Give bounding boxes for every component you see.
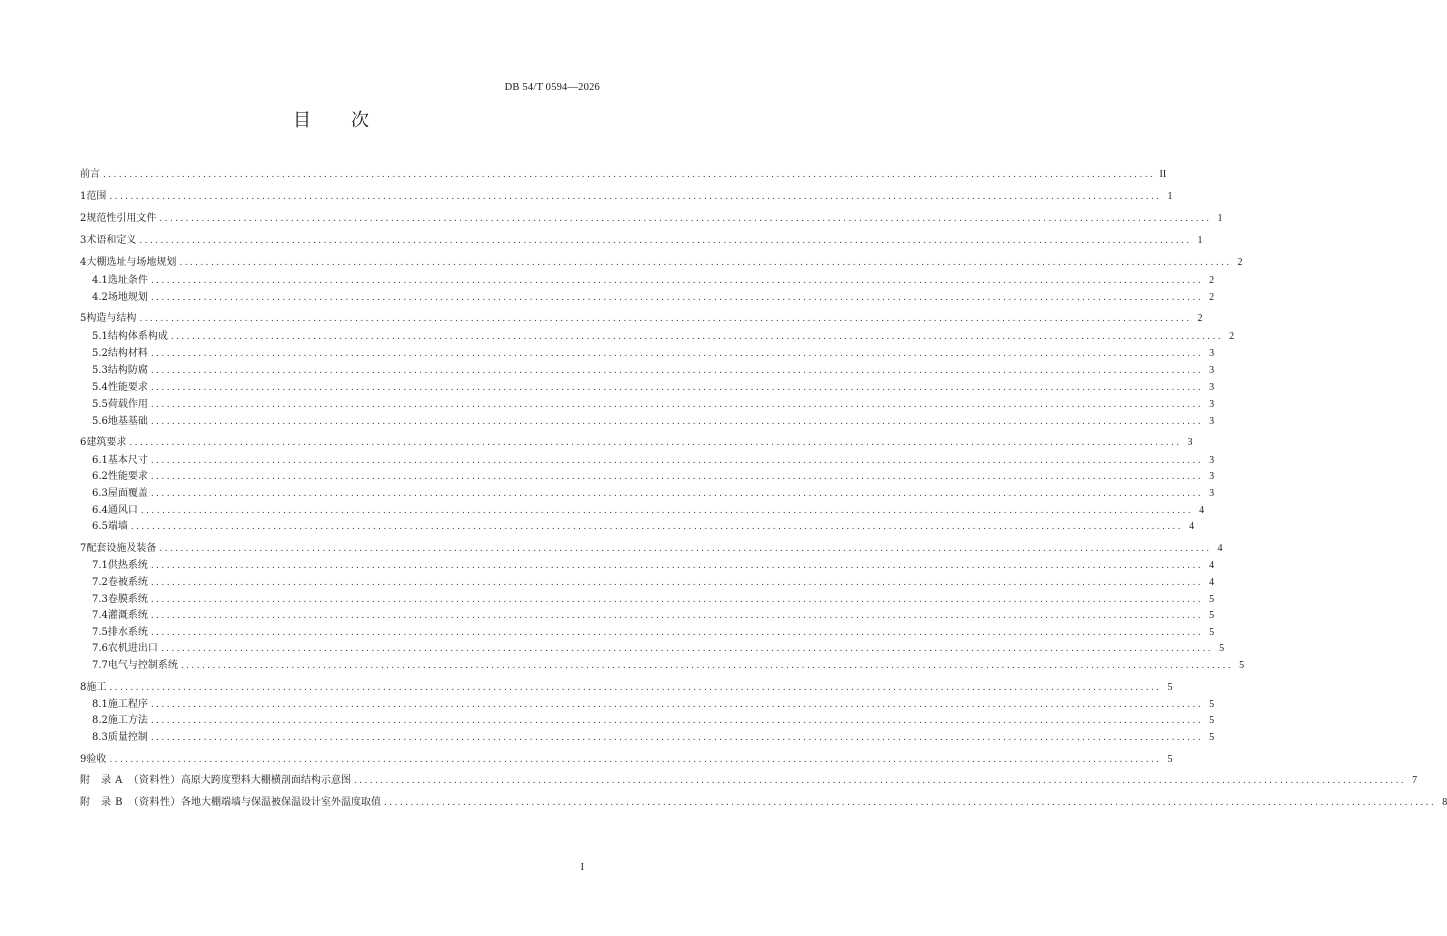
toc-entry-number: 附 录 B （资料性）	[80, 797, 182, 808]
toc-entry[interactable]	[92, 626, 1215, 640]
toc-entry[interactable]	[92, 520, 1195, 534]
toc-entry-number: 5.2	[92, 348, 108, 359]
toc-entry[interactable]	[80, 542, 1223, 556]
toc-leader-dots: ........................................................................................................................................................................................................	[140, 506, 1194, 516]
toc-entry[interactable]	[92, 470, 1215, 484]
toc-entry[interactable]	[92, 698, 1215, 712]
toc-entry[interactable]	[80, 436, 1193, 450]
toc-entry-page: 3	[1209, 365, 1215, 376]
toc-entry-page: 4	[1199, 505, 1205, 516]
toc-entry-number: 8	[80, 682, 87, 693]
toc-entry-number: 8.3	[92, 732, 108, 743]
toc-entry-number: 6.4	[92, 505, 108, 516]
toc-entry-page: 5	[1209, 594, 1215, 605]
toc-entry[interactable]	[92, 364, 1215, 378]
toc-leader-dots: ........................................................................................................................................................................................................	[150, 611, 1204, 621]
toc-entry-page: 8	[1442, 797, 1447, 808]
toc-entry[interactable]	[92, 454, 1215, 468]
toc-entry-page: 5	[1167, 682, 1173, 693]
toc-entry-page: 5	[1167, 754, 1173, 765]
toc-entry[interactable]	[80, 190, 1173, 204]
toc-entry[interactable]	[92, 642, 1225, 656]
toc-leader-dots: ........................................................................................................................................................................................................	[109, 755, 1162, 765]
toc-entry-page: 5	[1209, 610, 1215, 621]
toc-entry-label: 配套设施及装备	[86, 543, 157, 554]
toc-leader-dots: ........................................................................................................................................................................................................	[179, 258, 1232, 268]
toc-entry-label: 卷膜系统	[107, 594, 148, 605]
toc-entry-number: 5.4	[92, 382, 108, 393]
toc-entry-page: 3	[1209, 471, 1215, 482]
toc-entry[interactable]	[92, 274, 1215, 288]
toc-entry[interactable]	[80, 681, 1173, 695]
toc-entry-number: 7.6	[92, 643, 108, 654]
toc-leader-dots: ........................................................................................................................................................................................................	[150, 456, 1204, 466]
toc-entry-number: 3	[80, 235, 87, 246]
toc-entry-number: 4	[80, 257, 87, 268]
toc-entry-page: 5	[1209, 699, 1215, 710]
toc-entry[interactable]	[80, 168, 1167, 182]
toc-entry-label: 构造与结构	[86, 313, 137, 324]
toc-entry-label: 施工	[86, 682, 107, 693]
toc-entry-number: 7.3	[92, 594, 108, 605]
toc-entry[interactable]	[92, 291, 1215, 305]
toc-entry[interactable]	[92, 415, 1215, 429]
toc-entry-label: 术语和定义	[86, 235, 137, 246]
toc-entry[interactable]	[92, 659, 1245, 673]
toc-entry-label: 结构材料	[107, 348, 148, 359]
toc-entry-page: 5	[1209, 715, 1215, 726]
toc-entry-label: 地基基础	[107, 416, 148, 427]
toc-leader-dots: ........................................................................................................................................................................................................	[129, 438, 1182, 448]
toc-entry-number: 5.3	[92, 365, 108, 376]
toc-leader-dots: ........................................................................................................................................................................................................	[139, 236, 1192, 246]
toc-entry-page: 2	[1209, 292, 1215, 303]
toc-leader-dots: ........................................................................................................................................................................................................	[103, 170, 1156, 180]
toc-leader-dots: ........................................................................................................................................................................................................	[159, 214, 1212, 224]
toc-entry-number: 6	[80, 437, 87, 448]
toc-entry-page: 3	[1209, 455, 1215, 466]
toc-entry-number: 2	[80, 213, 87, 224]
toc-entry-page: 3	[1209, 348, 1215, 359]
toc-entry-number: 6.2	[92, 471, 108, 482]
toc-entry-label: 端墙	[107, 521, 128, 532]
toc-entry-page: 2	[1197, 313, 1203, 324]
toc-entry-label: 基本尺寸	[107, 455, 148, 466]
toc-entry-page: 1	[1167, 191, 1173, 202]
toc-leader-dots: ........................................................................................................................................................................................................	[150, 293, 1204, 303]
toc-entry[interactable]	[80, 753, 1173, 767]
toc-entry-page: 5	[1239, 660, 1245, 671]
toc-entry-label: 各地大棚端墙与保温被保温设计室外温度取值	[181, 797, 382, 808]
toc-leader-dots: ........................................................................................................................................................................................................	[150, 561, 1204, 571]
toc-entry[interactable]	[80, 312, 1203, 326]
toc-entry-label: 验收	[86, 754, 107, 765]
toc-leader-dots: ........................................................................................................................................................................................................	[170, 332, 1224, 342]
toc-entry-label: 性能要求	[107, 471, 148, 482]
title-char-2: 次	[351, 110, 369, 131]
toc-leader-dots: ........................................................................................................................................................................................................	[150, 276, 1204, 286]
toc-entry-label: 供热系统	[107, 560, 148, 571]
toc-entry[interactable]	[80, 774, 1418, 788]
toc-entry-label: 大棚选址与场地规划	[86, 257, 177, 268]
toc-leader-dots: ........................................................................................................................................................................................................	[353, 776, 1407, 786]
toc-leader-dots: ........................................................................................................................................................................................................	[150, 472, 1204, 482]
toc-entry[interactable]	[92, 714, 1215, 728]
toc-leader-dots: ........................................................................................................................................................................................................	[150, 628, 1204, 638]
title-char-1: 目	[293, 110, 311, 131]
toc-entry-label: 施工方法	[107, 715, 148, 726]
toc-entry-page: 4	[1209, 560, 1215, 571]
toc-entry-page: 2	[1229, 331, 1235, 342]
toc-entry-label: 卷被系统	[107, 577, 148, 588]
toc-leader-dots: ........................................................................................................................................................................................................	[150, 349, 1204, 359]
toc-entry-page: 3	[1209, 416, 1215, 427]
toc-leader-dots: ........................................................................................................................................................................................................	[384, 798, 1437, 808]
toc-leader-dots: ........................................................................................................................................................................................................	[150, 366, 1204, 376]
toc-entry-page: 5	[1219, 643, 1225, 654]
toc-entry-number: 7.1	[92, 560, 108, 571]
toc-leader-dots: ........................................................................................................................................................................................................	[150, 383, 1204, 393]
toc-entry-label: 荷载作用	[107, 399, 148, 410]
toc-entry[interactable]	[92, 731, 1215, 745]
toc-leader-dots: ........................................................................................................................................................................................................	[139, 314, 1192, 324]
toc-leader-dots: ........................................................................................................................................................................................................	[150, 716, 1204, 726]
toc-entry-number: 5.5	[92, 399, 108, 410]
toc-entry[interactable]	[92, 559, 1215, 573]
toc-entry-number: 7.2	[92, 577, 108, 588]
toc-entry[interactable]	[92, 381, 1215, 395]
toc-entry-page: II	[1159, 169, 1167, 180]
toc-entry-label: 结构防腐	[107, 365, 148, 376]
toc-entry-number: 6.3	[92, 488, 108, 499]
toc-entry[interactable]	[92, 504, 1205, 518]
toc-leader-dots: ........................................................................................................................................................................................................	[109, 192, 1162, 202]
toc-entry-label: 范围	[86, 191, 107, 202]
toc-leader-dots: ........................................................................................................................................................................................................	[160, 644, 1214, 654]
toc-entry-page: 2	[1237, 257, 1243, 268]
toc-leader-dots: ........................................................................................................................................................................................................	[150, 595, 1204, 605]
toc-entry-label: 屋面覆盖	[107, 488, 148, 499]
toc-entry-label: 性能要求	[107, 382, 148, 393]
toc-leader-dots: ........................................................................................................................................................................................................	[180, 661, 1234, 671]
toc-entry-page: 5	[1209, 732, 1215, 743]
toc-leader-dots: ........................................................................................................................................................................................................	[150, 578, 1204, 588]
toc-entry-number: 附 录 A （资料性）	[80, 775, 181, 786]
toc-entry[interactable]	[92, 330, 1235, 344]
toc-entry-page: 3	[1209, 399, 1215, 410]
toc-entry[interactable]	[92, 347, 1215, 361]
toc-entry-number: 7.4	[92, 610, 108, 621]
toc-entry[interactable]	[80, 256, 1243, 270]
toc-entry-label: 通风口	[107, 505, 138, 516]
toc-entry-label: 场地规划	[107, 292, 148, 303]
toc-entry-page: 3	[1187, 437, 1193, 448]
toc-entry-page: 4	[1217, 543, 1223, 554]
toc-leader-dots: ........................................................................................................................................................................................................	[150, 400, 1204, 410]
toc-entry-page: 3	[1209, 382, 1215, 393]
toc-entry-label: 建筑要求	[86, 437, 127, 448]
toc-entry-label: 农机进出口	[107, 643, 158, 654]
toc-entry-label: 结构体系构成	[107, 331, 168, 342]
toc-entry-label: 排水系统	[107, 627, 148, 638]
toc-entry-label: 高原大跨度塑料大棚横剖面结构示意图	[180, 775, 351, 786]
toc-entry[interactable]	[92, 593, 1215, 607]
toc-leader-dots: ........................................................................................................................................................................................................	[109, 683, 1162, 693]
page-number: I	[580, 862, 584, 873]
toc-entry-number: 7	[80, 543, 87, 554]
toc-entry-page: 7	[1412, 775, 1418, 786]
toc-entry[interactable]	[92, 487, 1215, 501]
toc-entry-number: 1	[80, 191, 87, 202]
toc-entry-page: 4	[1209, 577, 1215, 588]
toc-entry-label: 施工程序	[107, 699, 148, 710]
toc-entry-page: 5	[1209, 627, 1215, 638]
toc-leader-dots: ........................................................................................................................................................................................................	[159, 544, 1212, 554]
toc-entry-number: 4.2	[92, 292, 108, 303]
toc-entry[interactable]	[80, 234, 1203, 248]
toc-leader-dots: ........................................................................................................................................................................................................	[150, 417, 1204, 427]
toc-entry[interactable]	[92, 609, 1215, 623]
toc-entry-number: 5.1	[92, 331, 108, 342]
toc-leader-dots: ........................................................................................................................................................................................................	[130, 522, 1184, 532]
toc-entry-page: 4	[1189, 521, 1195, 532]
toc-entry-page: 1	[1217, 213, 1223, 224]
toc-entry-number: 7.7	[92, 660, 108, 671]
toc-entry-label: 电气与控制系统	[107, 660, 178, 671]
toc-entry-number: 8.1	[92, 699, 108, 710]
toc-entry-page: 2	[1209, 275, 1215, 286]
toc-entry[interactable]	[80, 212, 1223, 226]
toc-leader-dots: ........................................................................................................................................................................................................	[150, 700, 1204, 710]
toc-entry-number: 8.2	[92, 715, 108, 726]
toc-entry-number: 9	[80, 754, 87, 765]
toc-entry-number: 4.1	[92, 275, 108, 286]
toc-leader-dots: ........................................................................................................................................................................................................	[150, 489, 1204, 499]
toc-entry-number: 5	[80, 313, 87, 324]
toc-entry-label: 规范性引用文件	[86, 213, 157, 224]
toc-entry[interactable]	[92, 576, 1215, 590]
document-code: DB 54/T 0594—2026	[504, 82, 600, 93]
toc-entry-label: 前言	[80, 169, 100, 180]
toc-entry-label: 选址条件	[107, 275, 148, 286]
toc-entry[interactable]	[80, 796, 1447, 810]
toc-entry-number: 7.5	[92, 627, 108, 638]
toc-leader-dots: ........................................................................................................................................................................................................	[150, 733, 1204, 743]
toc-entry-page: 1	[1197, 235, 1203, 246]
toc-entry-label: 灌溉系统	[107, 610, 148, 621]
toc-entry[interactable]	[92, 398, 1215, 412]
toc-entry-number: 6.1	[92, 455, 108, 466]
toc-entry-number: 6.5	[92, 521, 108, 532]
toc-entry-page: 3	[1209, 488, 1215, 499]
toc-entry-number: 5.6	[92, 416, 108, 427]
toc-entry-label: 质量控制	[107, 732, 148, 743]
